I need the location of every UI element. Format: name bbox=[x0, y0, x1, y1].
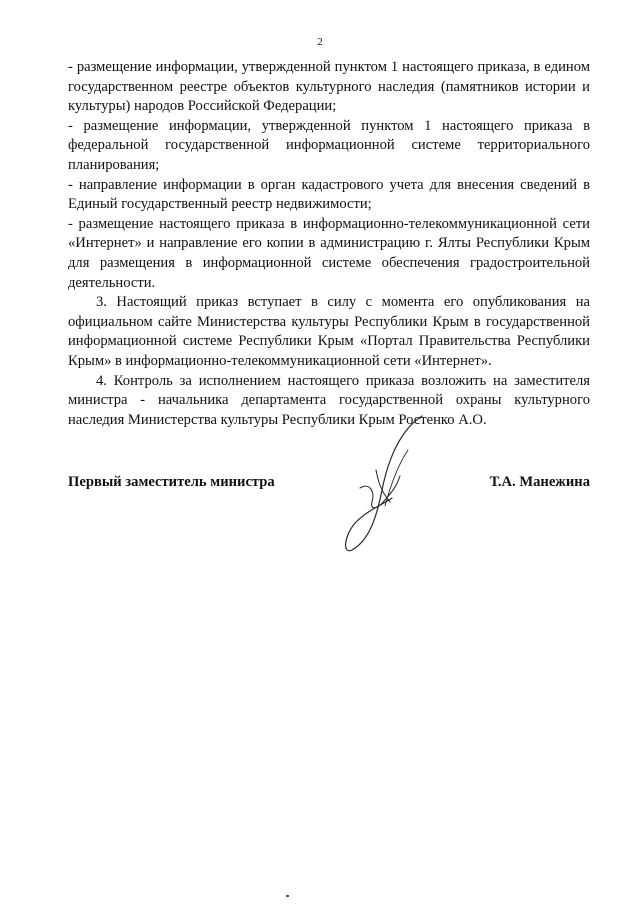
paragraph-item: - размещение настоящего приказа в информационно-телекоммуникационной сети «Интернет» и направление его копии в администрацию г. Ялты Республики Крым для размещения в информационной системе обеспечения градостроительной деятельности. bbox=[68, 215, 590, 291]
paragraph-item: 3. Настоящий приказ вступает в силу с момента его опубликования на официальном сайте Министерства культуры Республики Крым в государственной информационной системе Республики Крым «Портал Правительства Республики Крым» в информационно-телекоммуникационной сети «Интернет». bbox=[68, 294, 590, 369]
paragraph-item: - размещение информации, утвержденной пунктом 1 настоящего приказа в федеральной государственной информационной системе территориального планирования; bbox=[68, 117, 590, 173]
paragraph-item: 4. Контроль за исполнением настоящего приказа возложить на заместителя министра - начальника департамента государственной охраны культурного наследия Министерства культуры Республики Крым Ростенко А.О. bbox=[68, 372, 590, 428]
document-body bbox=[68, 58, 590, 430]
handwritten-signature bbox=[330, 410, 430, 560]
signature-block bbox=[68, 474, 590, 498]
signer-name: Т.А. Манежина bbox=[489, 474, 590, 490]
signer-title: Первый заместитель министра bbox=[68, 474, 275, 490]
scan-mark bbox=[286, 895, 289, 897]
paragraph-item: - направление информации в орган кадастрового учета для внесения сведений в Единый государственный реестр недвижимости; bbox=[68, 176, 590, 213]
paragraph-item: - размещение информации, утвержденной пунктом 1 настоящего приказа, в едином государственном реестре объектов культурного наследия (памятников истории и культуры) народов Российской Федерации; bbox=[68, 59, 590, 115]
page-number: 2 bbox=[317, 36, 323, 48]
